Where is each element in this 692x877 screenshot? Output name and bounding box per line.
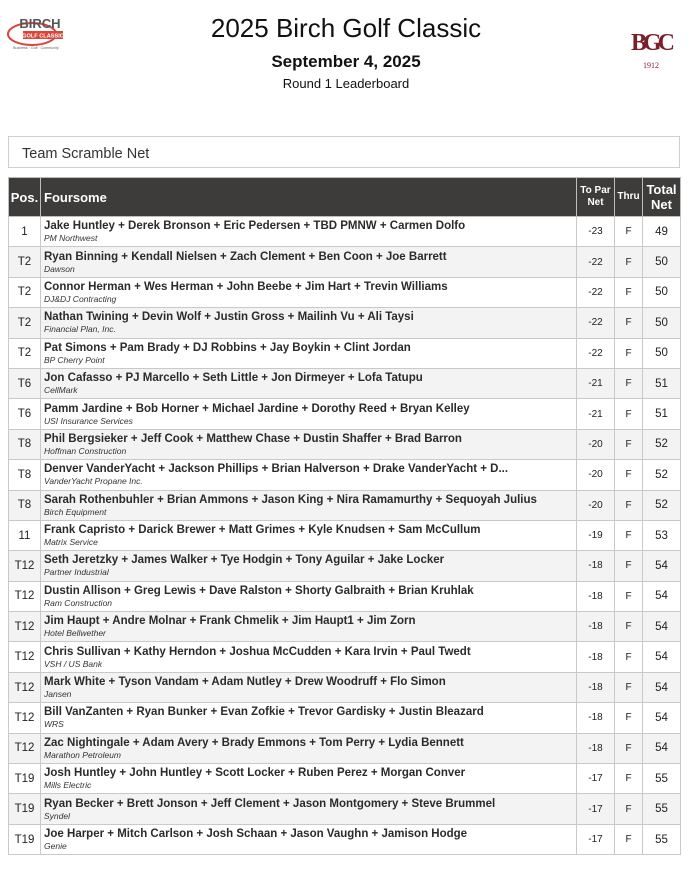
table-row[interactable] bbox=[9, 794, 681, 824]
row-total-net: 50 bbox=[643, 308, 681, 338]
row-total-net: 50 bbox=[643, 247, 681, 277]
table-row[interactable] bbox=[9, 277, 681, 307]
row-foursome bbox=[41, 217, 577, 247]
row-sponsor: WRS bbox=[44, 719, 64, 730]
row-total-net: 54 bbox=[643, 581, 681, 611]
row-player-names: Mark White + Tyson Vandam + Adam Nutley + Drew Woodruff + Flo Simon bbox=[44, 676, 446, 689]
row-sponsor: USI Insurance Services bbox=[44, 415, 133, 426]
row-sponsor: VanderYacht Propane Inc. bbox=[44, 476, 143, 487]
row-player-names: Ryan Binning + Kendall Nielsen + Zach Clement + Ben Coon + Joe Barrett bbox=[44, 250, 447, 263]
row-sponsor: Marathon Petroleum bbox=[44, 749, 122, 760]
row-sponsor: Syndel bbox=[44, 810, 70, 821]
row-thru: F bbox=[615, 490, 643, 520]
row-sponsor: Genie bbox=[44, 841, 67, 851]
row-total-net: 51 bbox=[643, 368, 681, 398]
row-player-names: Denver VanderYacht + Jackson Phillips + Brian Halverson + Drake VanderYacht + D... bbox=[44, 463, 509, 476]
row-total-net: 55 bbox=[643, 764, 681, 794]
table-row[interactable] bbox=[9, 217, 681, 247]
row-to-par-net: -21 bbox=[577, 368, 615, 398]
row-foursome bbox=[41, 338, 577, 368]
row-total-net: 52 bbox=[643, 460, 681, 490]
row-total-net: 54 bbox=[643, 703, 681, 733]
row-position: T12 bbox=[9, 551, 41, 581]
table-row[interactable] bbox=[9, 490, 681, 520]
row-total-net: 55 bbox=[643, 794, 681, 824]
table-row[interactable] bbox=[9, 581, 681, 611]
row-player-names: Connor Herman + Wes Herman + John Beebe + Jim Hart + Trevin Williams bbox=[44, 280, 448, 293]
row-sponsor: Financial Plan, Inc. bbox=[44, 324, 116, 335]
row-position: T12 bbox=[9, 612, 41, 642]
row-sponsor: Dawson bbox=[44, 263, 75, 274]
row-player-names: Ryan Becker + Brett Jonson + Jeff Clement + Jason Montgomery + Steve Brummel bbox=[44, 797, 496, 810]
row-thru: F bbox=[615, 672, 643, 702]
row-sponsor: PM Northwest bbox=[44, 233, 98, 244]
row-position: 11 bbox=[9, 520, 41, 550]
row-total-net: 52 bbox=[643, 490, 681, 520]
row-position: T12 bbox=[9, 581, 41, 611]
row-to-par-net: -18 bbox=[577, 551, 615, 581]
row-to-par-net: -22 bbox=[577, 277, 615, 307]
row-foursome bbox=[41, 490, 577, 520]
table-row[interactable] bbox=[9, 824, 681, 854]
row-position: T12 bbox=[9, 642, 41, 672]
row-to-par-net: -17 bbox=[577, 764, 615, 794]
row-position: T19 bbox=[9, 794, 41, 824]
logo-left-sub: GOLF CLASSIC bbox=[22, 33, 64, 40]
row-thru: F bbox=[615, 460, 643, 490]
row-thru: F bbox=[615, 581, 643, 611]
round-label: Round 1 Leaderboard bbox=[282, 76, 410, 91]
row-foursome bbox=[41, 399, 577, 429]
row-thru: F bbox=[615, 247, 643, 277]
row-sponsor: Mills Electric bbox=[44, 780, 92, 791]
row-position: T6 bbox=[9, 368, 41, 398]
row-to-par-net: -22 bbox=[577, 247, 615, 277]
table-row[interactable] bbox=[9, 551, 681, 581]
row-total-net: 50 bbox=[643, 277, 681, 307]
row-player-names: Frank Capristo + Darick Brewer + Matt Grimes + Kyle Knudsen + Sam McCullum bbox=[44, 524, 481, 537]
table-row[interactable] bbox=[9, 703, 681, 733]
row-sponsor: Hotel Bellwether bbox=[44, 628, 106, 639]
table-row[interactable] bbox=[9, 612, 681, 642]
row-position: T8 bbox=[9, 429, 41, 459]
row-foursome bbox=[41, 368, 577, 398]
row-player-names: Jake Huntley + Derek Bronson + Eric Pedersen + TBD PMNW + Carmen Dolfo bbox=[44, 220, 466, 233]
row-foursome bbox=[41, 460, 577, 490]
table-row[interactable] bbox=[9, 672, 681, 702]
row-sponsor: Matrix Service bbox=[44, 537, 98, 548]
row-foursome bbox=[41, 551, 577, 581]
table-row[interactable] bbox=[9, 308, 681, 338]
row-position: T2 bbox=[9, 308, 41, 338]
row-to-par-net: -17 bbox=[577, 794, 615, 824]
row-player-names: Pamm Jardine + Bob Horner + Michael Jardine + Dorothy Reed + Bryan Kelley bbox=[44, 402, 470, 415]
row-total-net: 54 bbox=[643, 672, 681, 702]
row-sponsor: Jansen bbox=[44, 689, 72, 700]
row-to-par-net: -18 bbox=[577, 612, 615, 642]
row-position: T19 bbox=[9, 764, 41, 794]
row-total-net: 54 bbox=[643, 612, 681, 642]
row-player-names: Joe Harper + Mitch Carlson + Josh Schaan + Jason Vaughn + Jamison Hodge bbox=[44, 828, 468, 840]
table-row[interactable] bbox=[9, 460, 681, 490]
table-row[interactable] bbox=[9, 338, 681, 368]
row-thru: F bbox=[615, 733, 643, 763]
row-player-names: Phil Bergsieker + Jeff Cook + Matthew Chase + Dustin Shaffer + Brad Barron bbox=[44, 432, 462, 445]
logo-left-text: BIRCH bbox=[19, 16, 61, 31]
row-sponsor: Birch Equipment bbox=[44, 506, 107, 517]
row-to-par-net: -21 bbox=[577, 399, 615, 429]
row-thru: F bbox=[615, 520, 643, 550]
row-to-par-net: -18 bbox=[577, 581, 615, 611]
row-position: T8 bbox=[9, 490, 41, 520]
row-thru: F bbox=[615, 399, 643, 429]
row-thru: F bbox=[615, 612, 643, 642]
row-thru: F bbox=[615, 217, 643, 247]
row-thru: F bbox=[615, 277, 643, 307]
table-row[interactable] bbox=[9, 520, 681, 550]
row-position: T19 bbox=[9, 824, 41, 854]
row-total-net: 54 bbox=[643, 733, 681, 763]
row-foursome bbox=[41, 824, 577, 854]
row-foursome bbox=[41, 308, 577, 338]
row-foursome bbox=[41, 794, 577, 824]
row-to-par-net: -22 bbox=[577, 338, 615, 368]
row-total-net: 55 bbox=[643, 824, 681, 854]
row-total-net: 54 bbox=[643, 642, 681, 672]
row-to-par-net: -18 bbox=[577, 733, 615, 763]
division-label: Team Scramble Net bbox=[8, 136, 680, 168]
row-foursome bbox=[41, 581, 577, 611]
row-to-par-net: -18 bbox=[577, 703, 615, 733]
row-total-net: 54 bbox=[643, 551, 681, 581]
row-thru: F bbox=[615, 338, 643, 368]
row-to-par-net: -22 bbox=[577, 308, 615, 338]
row-thru: F bbox=[615, 703, 643, 733]
row-position: T2 bbox=[9, 247, 41, 277]
row-player-names: Nathan Twining + Devin Wolf + Justin Gross + Mailinh Vu + Ali Taysi bbox=[44, 311, 414, 324]
logo-left-tagline: Business · Golf · Community bbox=[13, 46, 59, 50]
table-row[interactable] bbox=[9, 642, 681, 672]
row-thru: F bbox=[615, 642, 643, 672]
row-thru: F bbox=[615, 429, 643, 459]
row-player-names: Pat Simons + Pam Brady + DJ Robbins + Jay Boykin + Clint Jordan bbox=[44, 341, 411, 354]
row-to-par-net: -18 bbox=[577, 672, 615, 702]
page-header bbox=[0, 0, 692, 110]
table-row[interactable] bbox=[9, 368, 681, 398]
row-foursome bbox=[41, 703, 577, 733]
row-position: 1 bbox=[9, 217, 41, 247]
row-position: T12 bbox=[9, 733, 41, 763]
row-to-par-net: -20 bbox=[577, 490, 615, 520]
table-row[interactable] bbox=[9, 733, 681, 763]
row-thru: F bbox=[615, 551, 643, 581]
row-position: T2 bbox=[9, 277, 41, 307]
leaderboard-table bbox=[8, 177, 681, 855]
row-foursome bbox=[41, 764, 577, 794]
row-player-names: Bill VanZanten + Ryan Bunker + Evan Zofkie + Trevor Gardisky + Justin Bleazard bbox=[44, 706, 484, 719]
row-sponsor: Partner Industrial bbox=[44, 567, 109, 578]
col-header-thru: Thru bbox=[615, 178, 643, 217]
row-to-par-net: -20 bbox=[577, 429, 615, 459]
row-thru: F bbox=[615, 824, 643, 854]
table-row[interactable] bbox=[9, 429, 681, 459]
row-to-par-net: -18 bbox=[577, 642, 615, 672]
row-thru: F bbox=[615, 794, 643, 824]
col-header-foursome: Foursome bbox=[41, 178, 577, 217]
col-header-topar: To Par Net bbox=[577, 178, 615, 217]
row-sponsor: VSH / US Bank bbox=[44, 658, 103, 669]
row-sponsor: CellMark bbox=[44, 385, 78, 396]
row-player-names: Sarah Rothenbuhler + Brian Ammons + Jason King + Nira Ramamurthy + Sequoyah Julius bbox=[44, 493, 537, 506]
row-total-net: 53 bbox=[643, 520, 681, 550]
event-date: September 4, 2025 bbox=[271, 52, 421, 71]
row-player-names: Jim Haupt + Andre Molnar + Frank Chmelik + Jim Haupt1 + Jim Zorn bbox=[44, 615, 416, 628]
club-crest-logo bbox=[618, 10, 684, 72]
col-header-total: Total Net bbox=[643, 178, 681, 217]
row-to-par-net: -17 bbox=[577, 824, 615, 854]
row-foursome bbox=[41, 642, 577, 672]
row-sponsor: DJ&DJ Contracting bbox=[44, 293, 117, 304]
row-total-net: 52 bbox=[643, 429, 681, 459]
row-player-names: Josh Huntley + John Huntley + Scott Locker + Ruben Perez + Morgan Conver bbox=[44, 767, 466, 780]
row-foursome bbox=[41, 520, 577, 550]
row-foursome bbox=[41, 733, 577, 763]
row-thru: F bbox=[615, 764, 643, 794]
row-position: T12 bbox=[9, 672, 41, 702]
row-foursome bbox=[41, 612, 577, 642]
col-header-pos: Pos. bbox=[9, 178, 41, 217]
page-title: 2025 Birch Golf Classic bbox=[210, 13, 482, 43]
row-thru: F bbox=[615, 368, 643, 398]
row-position: T6 bbox=[9, 399, 41, 429]
table-row[interactable] bbox=[9, 399, 681, 429]
leaderboard-header-row bbox=[9, 178, 681, 217]
row-foursome bbox=[41, 429, 577, 459]
row-foursome bbox=[41, 277, 577, 307]
row-to-par-net: -23 bbox=[577, 217, 615, 247]
table-row[interactable] bbox=[9, 247, 681, 277]
row-sponsor: Ram Construction bbox=[44, 597, 113, 608]
row-sponsor: Hoffman Construction bbox=[44, 445, 127, 456]
crest-letters: BGC bbox=[630, 30, 672, 56]
row-position: T8 bbox=[9, 460, 41, 490]
row-player-names: Jon Cafasso + PJ Marcello + Seth Little + Jon Dirmeyer + Lofa Tatupu bbox=[44, 372, 423, 385]
row-position: T2 bbox=[9, 338, 41, 368]
row-foursome bbox=[41, 247, 577, 277]
row-to-par-net: -20 bbox=[577, 460, 615, 490]
row-total-net: 51 bbox=[643, 399, 681, 429]
row-foursome bbox=[41, 672, 577, 702]
row-total-net: 49 bbox=[643, 217, 681, 247]
row-player-names: Chris Sullivan + Kathy Herndon + Joshua McCudden + Kara Irvin + Paul Twedt bbox=[44, 645, 471, 658]
row-position: T12 bbox=[9, 703, 41, 733]
row-thru: F bbox=[615, 308, 643, 338]
table-row[interactable] bbox=[9, 764, 681, 794]
crest-year: 1912 bbox=[643, 61, 659, 70]
row-player-names: Dustin Allison + Greg Lewis + Dave Ralston + Shorty Galbraith + Brian Kruhlak bbox=[44, 584, 474, 597]
row-to-par-net: -19 bbox=[577, 520, 615, 550]
row-sponsor: BP Cherry Point bbox=[44, 354, 105, 365]
row-player-names: Seth Jeretzky + James Walker + Tye Hodgin + Tony Aguilar + Jake Locker bbox=[44, 554, 445, 567]
row-player-names: Zac Nightingale + Adam Avery + Brady Emmons + Tom Perry + Lydia Bennett bbox=[44, 736, 464, 749]
row-total-net: 50 bbox=[643, 338, 681, 368]
